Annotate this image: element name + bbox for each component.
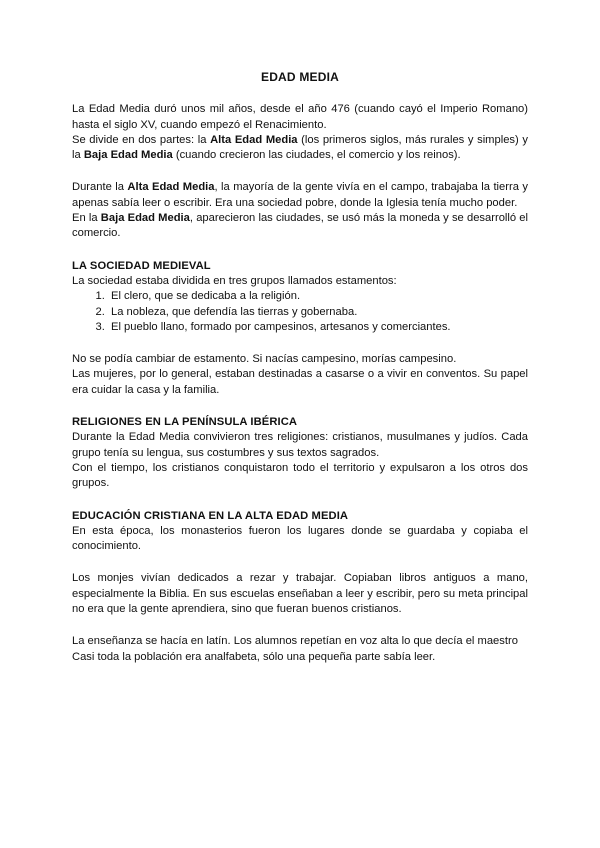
list-item: 1. El clero, que se dedicaba a la religión.	[108, 289, 528, 304]
intro-text-b: (los primeros siglos, más rurales y simples) y la	[72, 133, 528, 162]
education-paragraph-3: La enseñanza se hacía en latín. Los alumnos repetían en voz alta lo que decía el maestro	[72, 635, 518, 648]
intro-text-a: Se divide en dos partes: la	[72, 133, 211, 146]
spacer	[72, 163, 528, 180]
during-paragraph-1	[72, 180, 528, 211]
education-paragraph-1: En esta época, los monasterios fueron los lugares donde se guardaba y copiaba el conocimiento.	[72, 524, 528, 553]
education-paragraph-4: Casi toda la población era analfabeta, sólo una pequeña parte sabía leer.	[72, 650, 436, 663]
during-bold-alta: Alta Edad Media	[127, 181, 215, 194]
list-item: 2. La nobleza, que defendía las tierras y gobernaba.	[108, 305, 528, 320]
during-text-d: , aparecieron las ciudades, se usó más la moneda y se desarrolló el comercio.	[72, 212, 529, 240]
society-paragraph-2: Las mujeres, por lo general, estaban destinadas a casarse o a vivir en conventos. Su papel era cuidar la casa y la familia.	[72, 368, 528, 396]
society-intro: La sociedad estaba dividida en tres grupos llamados estamentos:	[72, 274, 397, 287]
religions-heading: RELIGIONES EN LA PENÍNSULA IBÉRICA	[72, 416, 298, 429]
during-paragraph-2	[72, 211, 528, 242]
intro-paragraph-2	[72, 133, 528, 164]
society-heading: LA SOCIEDAD MEDIEVAL	[72, 259, 211, 272]
spacer	[72, 242, 528, 259]
spacer	[72, 398, 528, 415]
estates-list	[72, 289, 528, 335]
society-paragraph-1: No se podía cambiar de estamento. Si nacías campesino, morías campesino.	[72, 353, 457, 366]
intro-bold-baja: Baja Edad Media	[83, 149, 173, 162]
list-item: 3. El pueblo llano, formado por campesinos, artesanos y comerciantes.	[108, 320, 528, 335]
education-paragraph-2: Los monjes vivían dedicados a rezar y trabajar. Copiaban libros antiguos a mano, especialmente la Biblia. En sus escuelas enseñaban a leer y escribir, pero su meta principal no era que la gente aprendiera, sino que fueran buenos cristianos.	[72, 572, 528, 616]
intro-bold-alta: Alta Edad Media	[210, 133, 298, 146]
during-text-c: En la	[72, 212, 101, 225]
intro-paragraph-1: La Edad Media duró unos mil años, desde el año 476 (cuando cayó el Imperio Romano) hasta el siglo XV, cuando empezó el Renacimiento.	[72, 103, 528, 131]
document-title: EDAD MEDIA	[260, 70, 339, 84]
spacer	[72, 554, 528, 571]
religions-paragraph-1: Durante la Edad Media convivieron tres religiones: cristianos, musulmanes y judíos. Cada grupo tenía su lengua, sus costumbres y sus textos sagrados.	[72, 431, 528, 459]
religions-paragraph-2: Con el tiempo, los cristianos conquistaron todo el territorio y expulsaron a los otros dos grupos.	[72, 461, 528, 490]
during-text-b: , la mayoría de la gente vivía en el campo, trabajaba la tierra y apenas sabía leer o escribir. Era una sociedad pobre, donde la Iglesia tenía mucho poder.	[72, 181, 528, 209]
document-page	[72, 70, 528, 665]
spacer	[72, 617, 528, 634]
education-heading: EDUCACIÓN CRISTIANA EN LA ALTA EDAD MEDIA	[72, 509, 349, 522]
during-bold-baja: Baja Edad Media	[100, 212, 190, 225]
spacer	[72, 492, 528, 509]
spacer	[72, 335, 528, 352]
intro-text-c: (cuando crecieron las ciudades, el comercio y los reinos).	[172, 149, 461, 162]
during-text-a: Durante la	[72, 181, 128, 194]
